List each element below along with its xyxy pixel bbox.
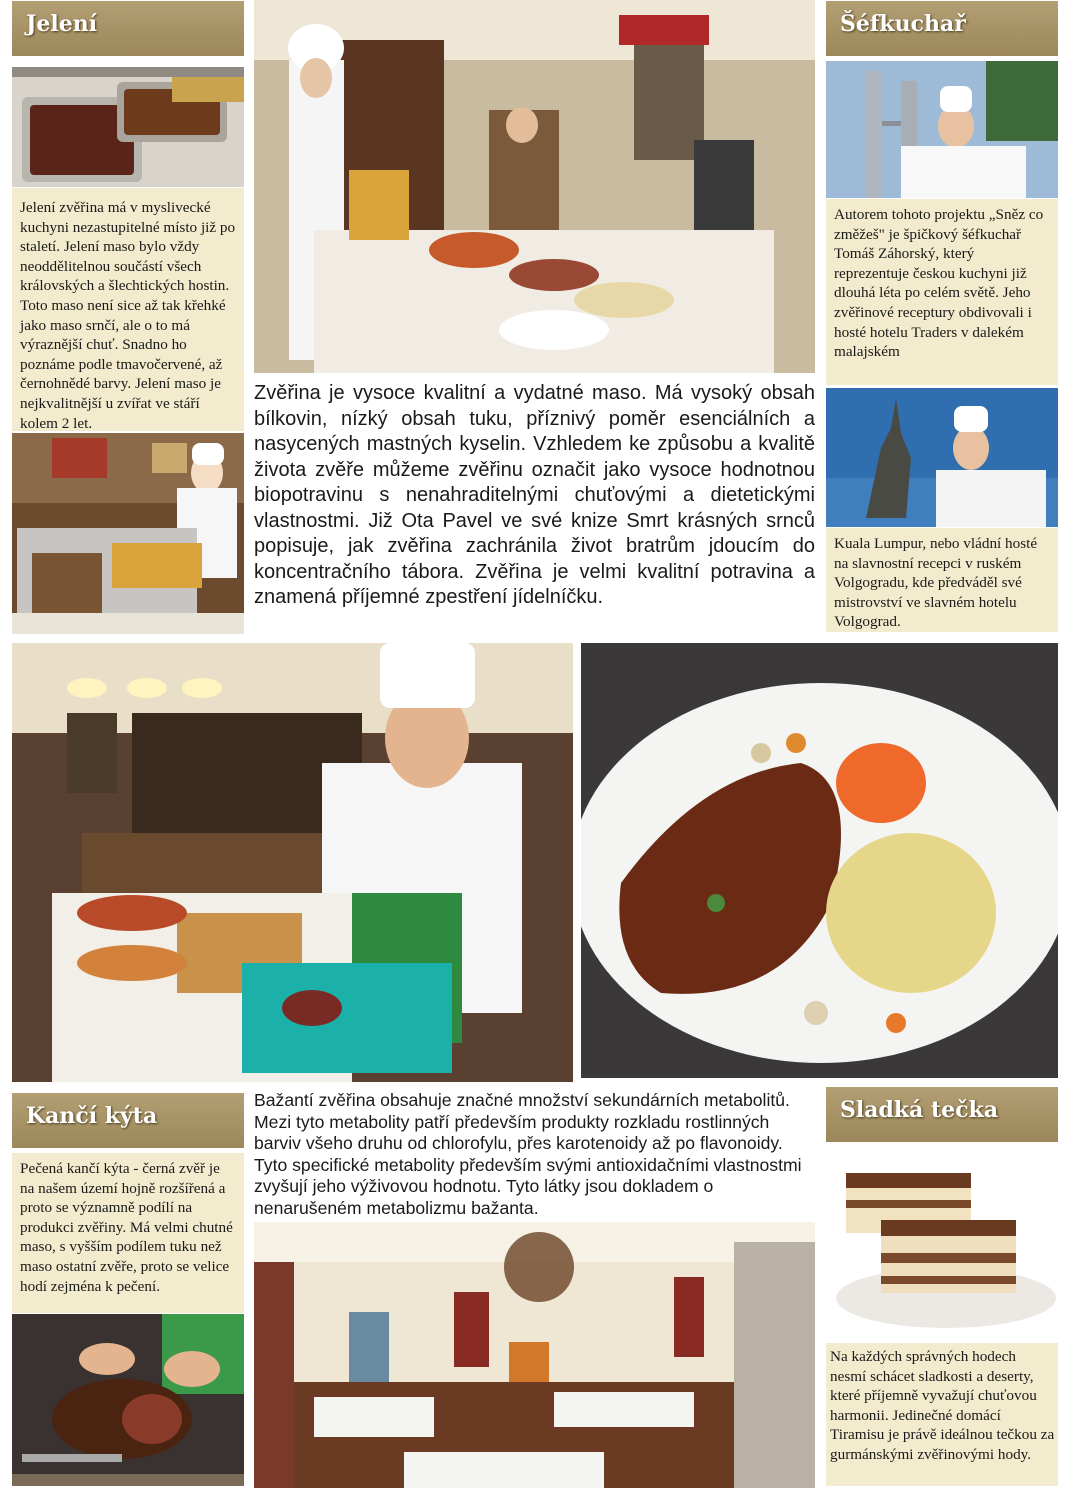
bazant-paragraph: [254, 1090, 815, 1220]
tiramisu-photo: [826, 1158, 1058, 1342]
sladka-title: Sladká tečka: [840, 1097, 999, 1123]
kanci-title: Kančí kýta: [26, 1103, 158, 1129]
sladka-text-box: [826, 1343, 1058, 1486]
chef-volgograd-statue-photo: [826, 388, 1058, 527]
sefkuchar-text-box-2: [826, 528, 1058, 632]
section-title-kanci: [12, 1093, 244, 1148]
jeleni-text-box: [12, 188, 244, 431]
buffet-restaurant-photo: [254, 0, 815, 373]
sefkuchar-text-2: Kuala Lumpur, nebo vládní hosté na slavnostní recepci v ruském Volgogradu, kde předváděl své mistrovství ve slavném hotelu Volgograd.: [834, 535, 1038, 631]
kanci-text: Pečená kančí kýta - černá zvěř je na našem území hojně rozšířená a proto se významně podílí na produkci zvěřiny. Má velmi chutné maso, s vyšším podílem tuku než maso ostatní zvěře, proto se velice hodí zejména k pečení.: [20, 1160, 233, 1295]
bazant-paragraph-text: Bažantí zvěřina obsahuje značné množství sekundárních metabolitů. Mezi tyto metabolity patří především produkty rozkladu rostlinných barviv všeho druhu od chlorofylu, přes karotenoidy až po flavonoidy. Tyto specifické metabolity především svými antioxidačními vlastnostmi zvyšují jeho výživovou hodnotu. Tyto látky jsou dokladem o nenarušeném metabolizmu bažanta.: [254, 1090, 802, 1218]
main-paragraph-text: Zvěřina je vysoce kvalitní a vydatné maso. Má vysoký obsah bílkovin, nízký obsah tuku, příznivý poměr esenciálních a nasycených mastných kyselin. Vzhledem ke způsobu a kvalitě života zvěře můžeme zvěřinu označit jako vysoce hodnotnou biopotravinu s nenahraditelnými chuťovými a dietetickými vlastnostmi. Již Ota Pavel ve své knize Smrt krásných srnců popisuje, jak zvěřina zachránila život bratrům jdoucím do koncentračního tábora. Zvěřina je velmi kvalitní potravina a znamená příjemné zpestření jídelníčku.: [254, 382, 815, 608]
restaurant-interior-photo: [254, 1222, 815, 1488]
wild-boar-leg-carving-photo: [12, 1314, 244, 1486]
chef-with-chafing-dishes-photo: [12, 433, 244, 634]
section-title-sladka: [826, 1087, 1058, 1142]
kanci-text-box: [12, 1153, 244, 1313]
venison-buffet-photo: [12, 67, 244, 187]
sefkuchar-text-1: Autorem tohoto projektu „Sněz co změžeš" je špičkový šéfkuchař Tomáš Záhorský, který reprezentuje českou kuchyni již dlouhá léta po celém světě. Jeho zvěřinové receptury obdivovali i hosté hotelu Traders v dalekém malajském: [834, 206, 1044, 361]
sefkuchar-title: Šéfkuchař: [840, 11, 966, 37]
main-paragraph: [254, 381, 815, 636]
jeleni-text: Jelení zvěřina má v myslivecké kuchyni nezastupitelné místo již po staletí. Jelení maso bylo vždy neoddělitelnou součástí všech královských a šlechtických hostin. Toto maso není sice až tak křehké jako maso srnčí, ale o to má výraznější chuť. Snadno ho poznáme podle tmavočervené, až černohnědé barvy. Jelení maso je nejkvalitnější u zvířat ve stáří kolem 2 let.: [20, 199, 236, 432]
chef-carving-meat-photo: [12, 643, 573, 1082]
jeleni-title: Jelení: [26, 11, 98, 37]
section-title-jeleni: [12, 1, 244, 56]
roast-pheasant-dish-photo: [581, 643, 1058, 1078]
sladka-text: Na každých správných hodech nesmí schácet sladkosti a deserty, které příjemně vyvažují chuťovou harmonii. Jedinečné domácí Tiramisu je právě ideálnou tečkou za gurmánskými zvěřinovými hody.: [830, 1348, 1055, 1463]
chef-petronas-towers-photo: [826, 61, 1058, 198]
sefkuchar-text-box-1: [826, 199, 1058, 385]
section-title-sefkuchar: [826, 1, 1058, 56]
